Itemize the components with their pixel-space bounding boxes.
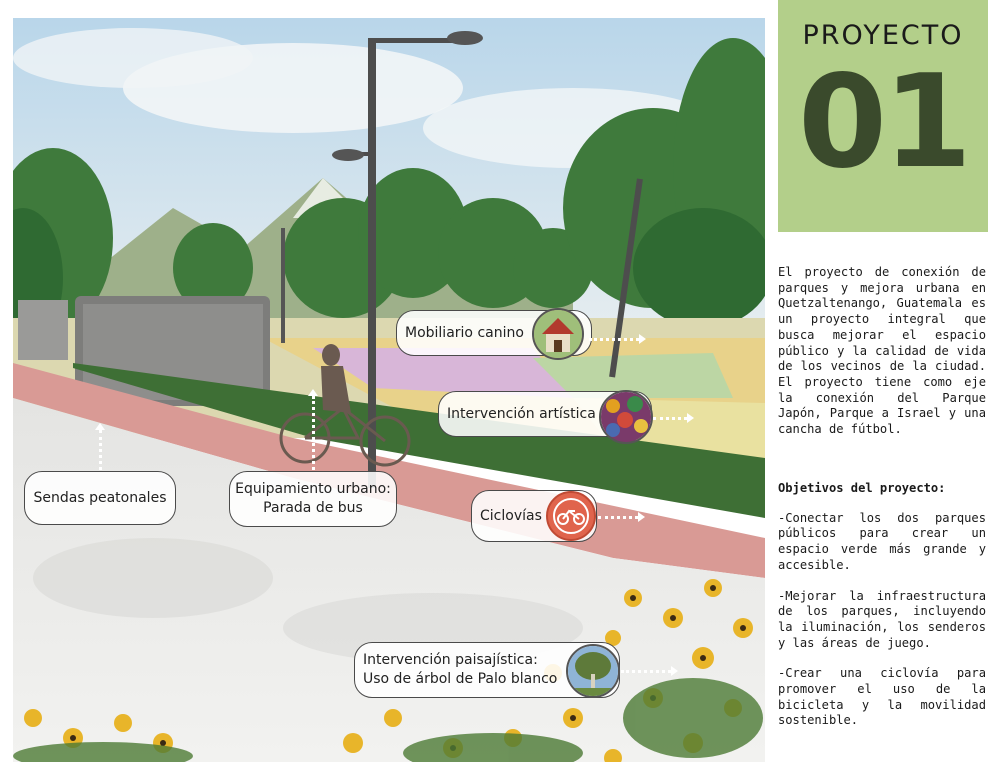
project-description: El proyecto de conexión de parques y mejora urbana en Quetzaltenango, Guatemala es un proyecto integral que busca mejorar el espacio público y la calidad de vida de los vecinos de la ciudad. El proyecto tiene como eje la conexión del Parque Japón, Parque a Israel y una cancha de fútbol. [778,265,986,437]
callout-mobiliario-label: Mobiliario canino [405,324,524,341]
callout-ciclovias-label: Ciclovías [480,507,542,524]
tree-icon [568,646,618,696]
objective-item: -Mejorar la infraestructura de los parques, incluyendo la iluminación, los senderos y las áreas de juego. [778,588,986,650]
mural-icon [601,392,651,442]
arrow-paisajistica [621,670,671,673]
bicycle-icon [548,493,594,539]
arrow-sendas-head [95,423,105,430]
arrow-mobiliario-head [639,334,646,344]
dog-house-thumbnail [532,308,584,360]
arrow-artistica [653,417,687,420]
dog-house-icon [534,310,582,358]
arrow-ciclovias [598,516,638,519]
arrow-ciclovias-head [638,512,645,522]
callout-sendas-label: Sendas peatonales [33,489,167,506]
arrow-equipamiento-head [308,389,318,396]
project-word: PROYECTO [802,20,964,51]
project-description-block [778,265,986,453]
callout-artistica-label: Intervención artística [447,405,596,422]
objectives-title: Objetivos del proyecto: [778,481,946,495]
callout-paisajistica-line1: Intervención paisajística: [363,652,538,668]
callout-equipamiento-line1: Equipamiento urbano: [235,481,391,497]
arrow-equipamiento [312,396,315,470]
project-objectives-block [778,481,986,744]
mural-thumbnail [599,390,653,444]
palo-blanco-tree-thumbnail [566,644,620,698]
objective-item: -Crear una ciclovía para promover el uso de la bicicleta y la movilidad sostenible. [778,666,986,728]
arrow-artistica-head [687,413,694,423]
bike-lane-thumbnail [546,491,596,541]
project-header-box [778,0,988,232]
callout-paisajistica-line2: Uso de árbol de Palo blanco [363,671,558,687]
objective-item: -Conectar los dos parques públicos para crear un espacio verde más grande y accesible. [778,510,986,572]
arrow-sendas [99,430,102,470]
callout-equipamiento-urbano [229,471,397,527]
arrow-paisajistica-head [671,666,678,676]
arrow-mobiliario [589,338,639,341]
callout-equipamiento-line2: Parada de bus [263,500,363,516]
project-number: 01 [797,48,969,197]
callout-sendas-peatonales [24,471,176,525]
park-rendering [13,18,765,762]
